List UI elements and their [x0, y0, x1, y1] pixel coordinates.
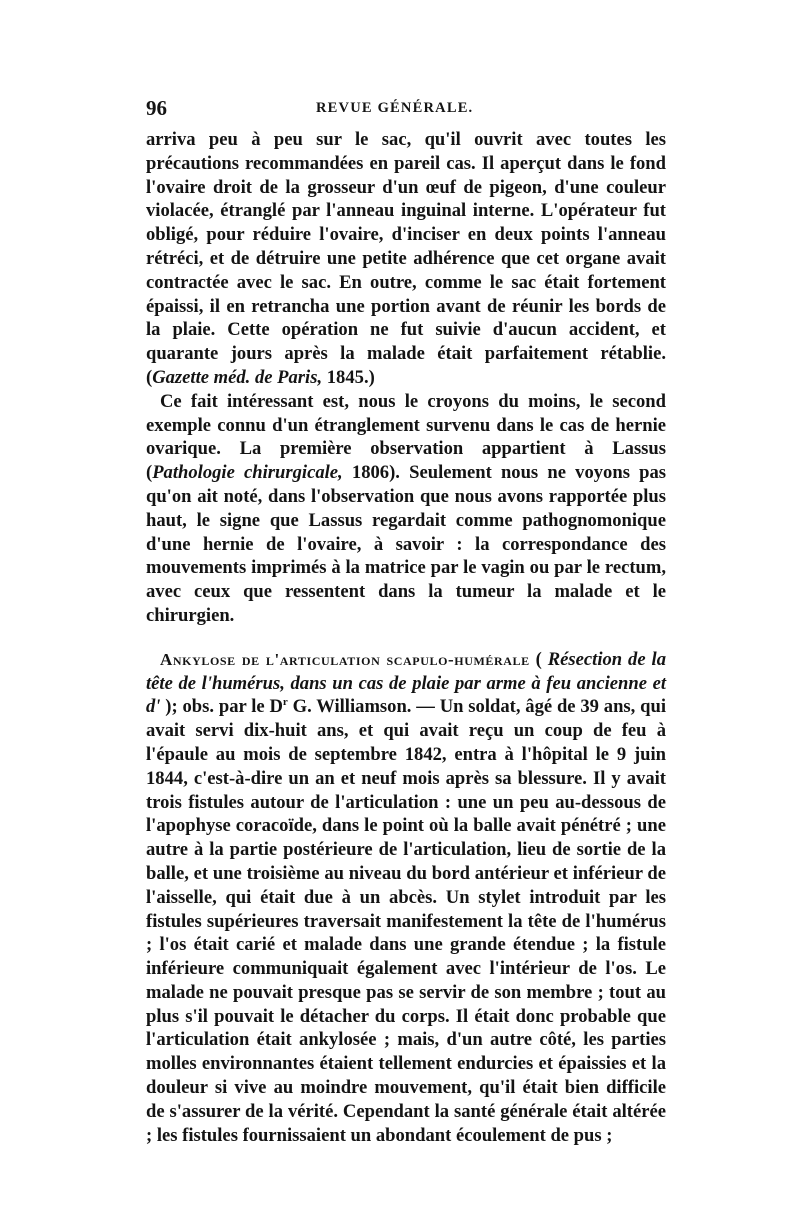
page-body — [146, 128, 666, 1147]
page-number: 96 — [146, 96, 167, 120]
book-citation: Pathologie chirurgicale, — [152, 462, 343, 484]
doctor-superscript: r — [282, 696, 288, 709]
paragraph-lassus-observation — [146, 390, 666, 628]
section-subheading: Résection de la tête de l'humérus, dans un cas de plaie par arme à feu ancienne et d' — [146, 648, 666, 718]
open-parenthesis: ( — [529, 648, 548, 670]
section-heading: Ankylose de l'articulation scapulo-humérale — [160, 649, 530, 669]
journal-citation: Gazette méd. de Paris, — [152, 366, 323, 388]
paragraph-text-start: Ce fait intéressant est, nous le croyons du moins, le second exemple connu d'un étranglement survenu dans le cas de hernie ovarique. La première observation appartient à Lassus ( — [146, 390, 666, 484]
page-header — [146, 96, 666, 122]
paragraph-ovary-operation — [146, 128, 666, 390]
observation-author-prefix: ); obs. par le D — [160, 696, 283, 718]
case-text: G. Williamson. — Un soldat, âgé de 39 ans, qui avait servi dix-huit ans, et qui avait reçu un coup de feu à l'épaule au mois de septembre 1842, entra à l'hôpital le 9 juin 1844, c'est-à-dire un an et neuf mois après sa blessure. Il y avait trois fistules autour de l'articulation : une un peu au-dessous de l'apophyse coracoïde, dans le point où la balle avait pénétré ; une autre à la partie postérieure de l'articulation, lieu de sortie de la balle, et une troisième au niveau du bord antérieur et inférieur de l'aisselle, qui était due à un abcès. Un stylet introduit par les fistules supérieures traversait manifestement la tête de l'humérus ; l'os était carié et malade dans une grande étendue ; la fistule inférieure communiquait également avec l'intérieur de l'os. Le malade ne pouvait presque pas se servir de son membre ; tout au plus s'il pouvait le détacher du corps. Il était donc probable que l'articulation était ankylosée ; mais, d'un autre côté, les parties molles environnantes étaient tellement endurcies et épaissies et la douleur si vive au moindre mouvement, qu'il était bien difficile de s'assurer de la vérité. Cependant la santé générale était altérée ; les fistules fournissaient un abondant écoulement de pus ; — [146, 696, 666, 1146]
running-title: REVUE GÉNÉRALE. — [316, 100, 474, 116]
citation-year: 1845.) — [322, 366, 375, 388]
paragraph-text: arriva peu à peu sur le sac, qu'il ouvrit avec toutes les précautions recommandées en pareil cas. Il aperçut dans le fond l'ovaire droit de la grosseur d'un œuf de pigeon, d'une couleur violacée, étranglé par l'anneau inguinal interne. L'opérateur fut obligé, pour réduire l'ovaire, d'inciser en deux points l'anneau rétréci, et de détruire une petite adhérence que cet organe avait contractée avec le sac. En outre, comme le sac était fortement épaissi, il en retrancha une portion avant de réunir les bords de la plaie. Cette opération ne fut suivie d'aucun accident, et quarante jours après la malade était parfaitement rétablie. ( — [146, 129, 666, 388]
paragraph-ankylose-case — [146, 648, 666, 1148]
paragraph-text-end: 1806). Seulement nous ne voyons pas qu'on ait noté, dans l'observation que nous avons rapportée plus haut, le signe que Lassus regardait comme pathognomonique d'une hernie de l'ovaire, à savoir : la correspondance des mouvements imprimés à la matrice par le vagin ou par le rectum, avec ceux que ressentent dans la tumeur la malade et le chirurgien. — [146, 462, 667, 626]
